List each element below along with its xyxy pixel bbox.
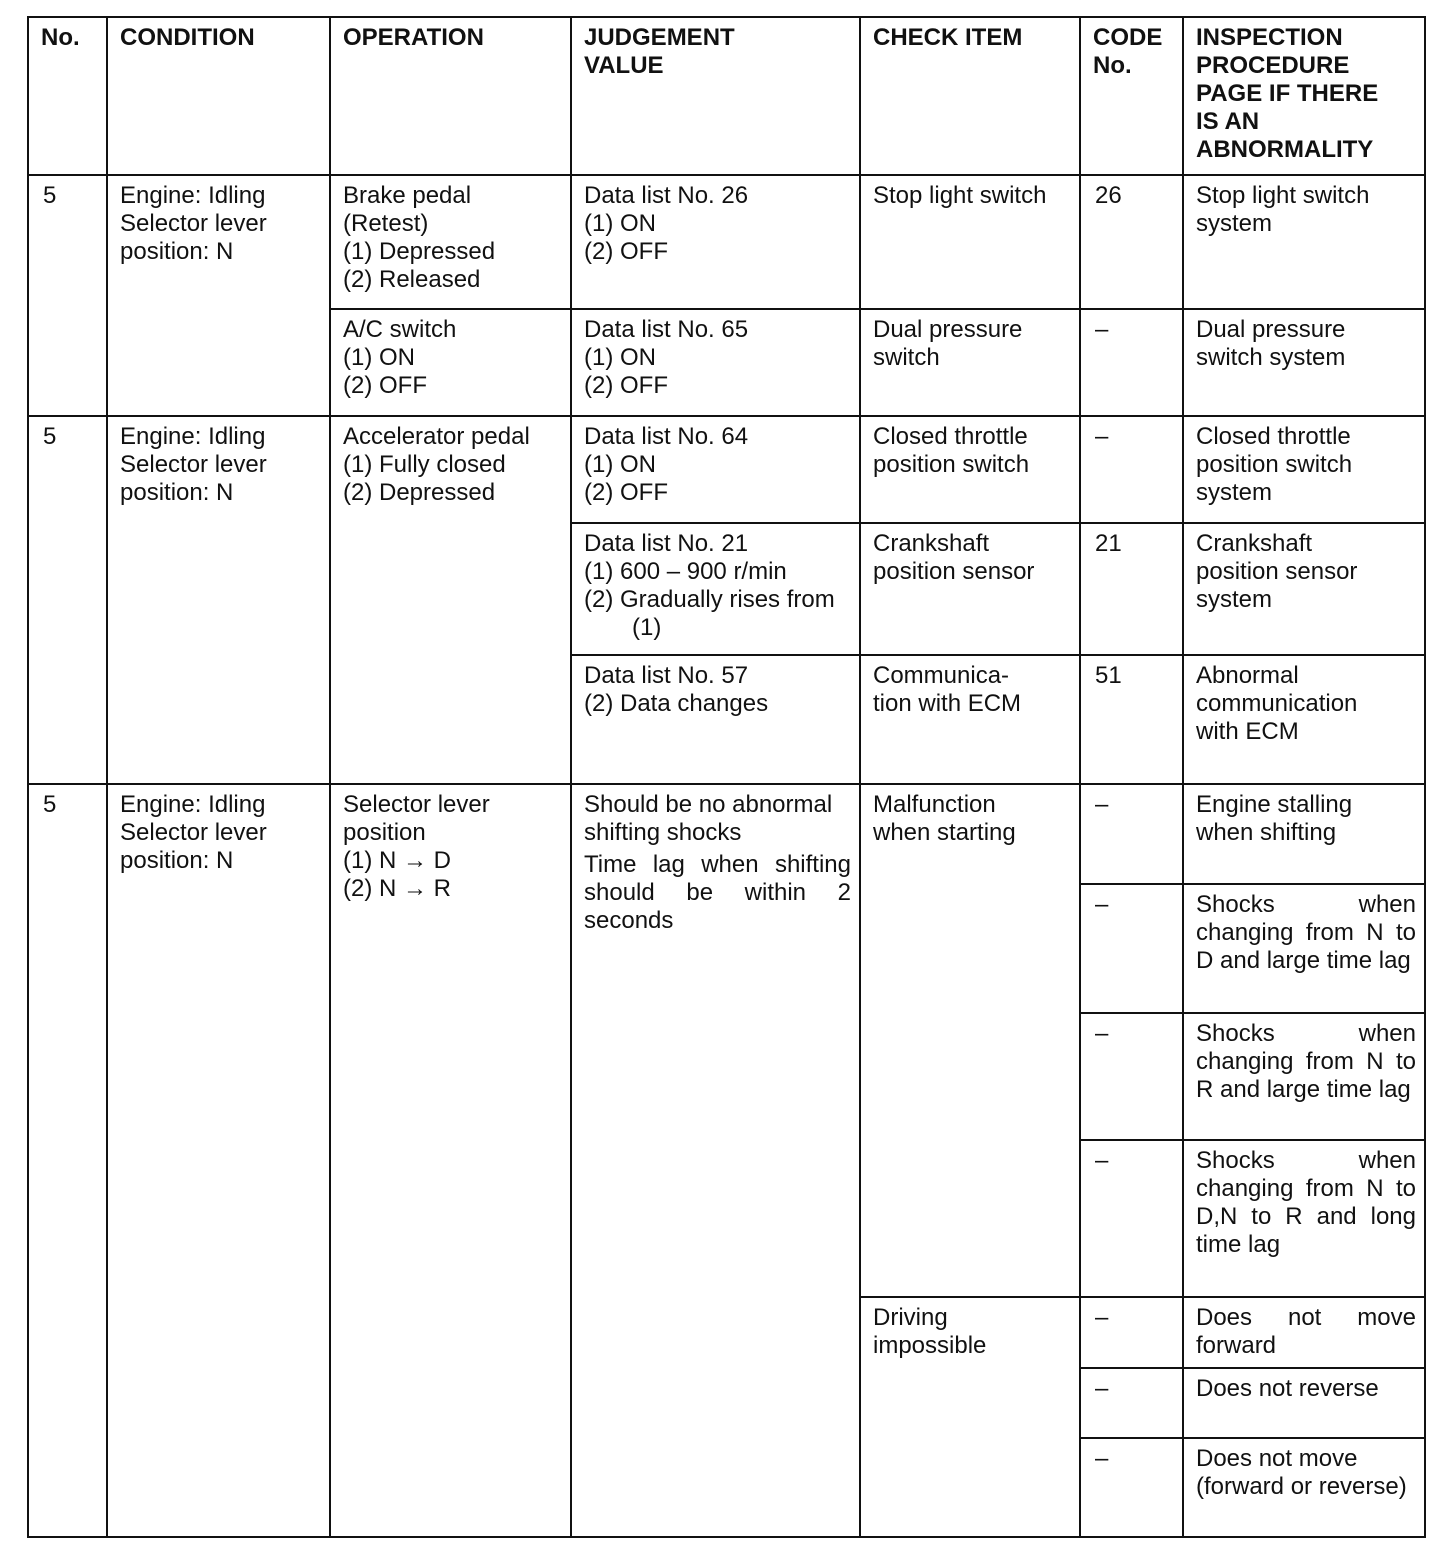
inspection-cell: Closed throttle position switch system: [1183, 416, 1425, 523]
judgement-cell: Data list No. 26 (1) ON (2) OFF: [571, 175, 860, 309]
judgement-cell: Data list No. 64 (1) ON (2) OFF: [571, 416, 860, 523]
check-item-cell: Malfunction when starting: [860, 784, 1080, 1298]
check-item-cell: Stop light switch: [860, 175, 1080, 309]
header-inspection-procedure: INSPECTION PROCEDURE PAGE IF THERE IS AN ABNORMALITY: [1183, 17, 1425, 175]
header-code-no: CODE No.: [1080, 17, 1183, 175]
row-number: 5: [28, 175, 107, 416]
code-cell: –: [1080, 309, 1183, 416]
check-item-cell: Closed throttle position switch: [860, 416, 1080, 523]
judgement-cell: Should be no abnormal shifting shocks Time lag when shifting should be within 2 seconds: [571, 784, 860, 1537]
inspection-cell: Does not reverse: [1183, 1368, 1425, 1439]
header-operation: OPERATION: [330, 17, 571, 175]
code-cell: 21: [1080, 523, 1183, 655]
code-cell: –: [1080, 1368, 1183, 1439]
code-cell: 51: [1080, 655, 1183, 784]
header-judgement-value: JUDGEMENT VALUE: [571, 17, 860, 175]
inspection-cell: Abnormal communication with ECM: [1183, 655, 1425, 784]
check-item-cell: Dual pressure switch: [860, 309, 1080, 416]
header-condition: CONDITION: [107, 17, 330, 175]
check-item-cell: Crankshaft position sensor: [860, 523, 1080, 655]
operation-cell: A/C switch (1) ON (2) OFF: [330, 309, 571, 416]
condition-cell: Engine: Idling Selector lever position: N: [107, 175, 330, 416]
code-cell: –: [1080, 416, 1183, 523]
operation-cell: Selector lever position (1) N → D (2) N → R: [330, 784, 571, 1537]
inspection-cell: Shocks when changing from N to D,N to R and long time lag: [1183, 1140, 1425, 1297]
check-item-cell: Communica- tion with ECM: [860, 655, 1080, 784]
inspection-cell: Engine stalling when shifting: [1183, 784, 1425, 885]
judgement-cell: Data list No. 57 (2) Data changes: [571, 655, 860, 784]
row-number: 5: [28, 416, 107, 784]
header-no: No.: [28, 17, 107, 175]
inspection-cell: Dual pressure switch system: [1183, 309, 1425, 416]
check-item-cell: Driving impossible: [860, 1297, 1080, 1537]
judgement-cell: Data list No. 21 (1) 600 – 900 r/min (2) Gradually rises from (1): [571, 523, 860, 655]
condition-cell: Engine: Idling Selector lever position: N: [107, 784, 330, 1537]
code-cell: –: [1080, 1140, 1183, 1297]
table-row: [28, 416, 1425, 523]
code-cell: 26: [1080, 175, 1183, 309]
inspection-cell: Stop light switch system: [1183, 175, 1425, 309]
judgement-cell: Data list No. 65 (1) ON (2) OFF: [571, 309, 860, 416]
inspection-cell: Does not move (forward or reverse): [1183, 1438, 1425, 1537]
code-cell: –: [1080, 1013, 1183, 1140]
operation-cell: Accelerator pedal (1) Fully closed (2) Depressed: [330, 416, 571, 784]
table-row: [28, 784, 1425, 885]
inspection-cell: Shocks when changing from N to D and large time lag: [1183, 884, 1425, 1013]
row-number: 5: [28, 784, 107, 1537]
inspection-table: [27, 16, 1426, 1538]
code-cell: –: [1080, 784, 1183, 885]
inspection-cell: Shocks when changing from N to R and large time lag: [1183, 1013, 1425, 1140]
code-cell: –: [1080, 884, 1183, 1013]
table-row: [28, 175, 1425, 309]
operation-cell: Brake pedal (Retest) (1) Depressed (2) Released: [330, 175, 571, 309]
header-row: [28, 17, 1425, 175]
inspection-cell: Crankshaft position sensor system: [1183, 523, 1425, 655]
code-cell: –: [1080, 1297, 1183, 1368]
condition-cell: Engine: Idling Selector lever position: N: [107, 416, 330, 784]
header-check-item: CHECK ITEM: [860, 17, 1080, 175]
inspection-cell: Does not move forward: [1183, 1297, 1425, 1368]
code-cell: –: [1080, 1438, 1183, 1537]
